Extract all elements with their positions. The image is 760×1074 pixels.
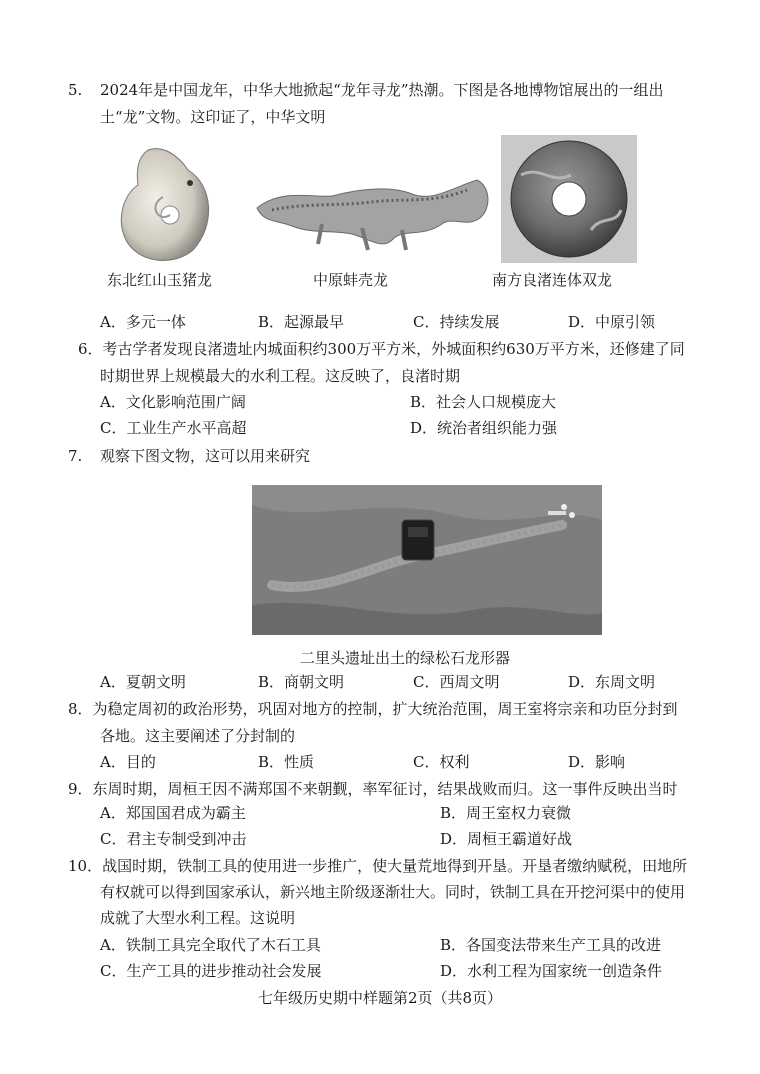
q7-option-b[interactable]: B．商朝文明	[258, 673, 345, 691]
q8-option-a[interactable]: A．目的	[100, 753, 156, 771]
q6-option-a[interactable]: A．文化影响范围广阔	[100, 393, 246, 411]
q6-option-b[interactable]: B．社会人口规模庞大	[410, 393, 557, 411]
q5-option-b[interactable]: B．起源最早	[258, 313, 345, 331]
q10-stem-line3: 成就了大型水利工程。这说明	[100, 909, 296, 927]
q7-option-d[interactable]: D．东周文明	[568, 673, 656, 691]
q5-stem-line2: 土“龙”文物。这印证了，中华文明	[100, 108, 326, 126]
q8-option-b[interactable]: B．性质	[258, 753, 315, 771]
q5-number: 5.	[68, 81, 83, 99]
q5-option-c[interactable]: C．持续发展	[413, 313, 500, 331]
turquoise-dragon-image	[252, 485, 602, 635]
caption-pig-dragon: 东北红山玉猪龙	[107, 271, 213, 289]
q6-option-d[interactable]: D．统治者组织能力强	[410, 419, 558, 437]
page-footer: 七年级历史期中样题第2页（共8页）	[257, 989, 503, 1007]
q8-option-c[interactable]: C．权利	[413, 753, 470, 771]
q9-option-a[interactable]: A．郑国国君成为霸主	[100, 804, 246, 822]
q8-option-d[interactable]: D．影响	[568, 753, 626, 771]
q6-stem-line1: 6．考古学者发现良渚遗址内城面积约300万平方米，外城面积约630万平方米，还修建了同	[78, 340, 685, 358]
q7-option-a[interactable]: A．夏朝文明	[100, 673, 186, 691]
q10-option-a[interactable]: A．铁制工具完全取代了木石工具	[100, 936, 321, 954]
caption-shell-dragon: 中原蚌壳龙	[313, 271, 389, 289]
q5-stem-line1: 2024年是中国龙年，中华大地掀起“龙年寻龙”热潮。下图是各地博物馆展出的一组出	[100, 81, 664, 99]
q6-stem-line2: 时期世界上规模最大的水利工程。这反映了，良渚时期	[100, 367, 461, 385]
q9-option-b[interactable]: B．周王室权力衰微	[440, 804, 572, 822]
caption-turquoise-dragon: 二里头遗址出土的绿松石龙形器	[300, 649, 511, 667]
q10-option-b[interactable]: B．各国变法带来生产工具的改进	[440, 936, 662, 954]
q9-option-d[interactable]: D．周桓王霸道好战	[440, 830, 573, 848]
q10-option-c[interactable]: C．生产工具的进步推动社会发展	[100, 962, 322, 980]
q10-option-d[interactable]: D．水利工程为国家统一创造条件	[440, 962, 663, 980]
caption-double-dragon: 南方良渚连体双龙	[492, 271, 613, 289]
q8-stem-line2: 各地。这主要阐述了分封制的	[100, 727, 296, 745]
q9-stem: 9．东周时期，周桓王因不满郑国不来朝觐，率军征讨，结果战败而归。这一事件反映出当时	[68, 780, 678, 798]
q10-stem-line1: 10．战国时期，铁制工具的使用进一步推广，使大量荒地得到开垦。开垦者缴纳赋税，田地所	[68, 857, 688, 875]
q7-number: 7.	[68, 447, 83, 465]
q8-stem-line1: 8．为稳定周初的政治形势，巩固对地方的控制，扩大统治范围，周王室将宗亲和功臣分封到	[68, 700, 678, 718]
q10-stem-line2: 有权就可以得到国家承认，新兴地主阶级逐渐壮大。同时，铁制工具在开挖河渠中的使用	[100, 883, 686, 901]
q5-option-d[interactable]: D．中原引领	[568, 313, 656, 331]
shell-dragon-image	[252, 168, 494, 258]
q5-option-a[interactable]: A．多元一体	[100, 313, 186, 331]
jade-pig-dragon-image	[118, 145, 216, 265]
q7-option-c[interactable]: C．西周文明	[413, 673, 500, 691]
q7-stem: 观察下图文物，这可以用来研究	[100, 447, 311, 465]
q9-option-c[interactable]: C．君主专制受到冲击	[100, 830, 247, 848]
double-dragon-disc-image	[501, 135, 637, 263]
q6-option-c[interactable]: C．工业生产水平高超	[100, 419, 247, 437]
